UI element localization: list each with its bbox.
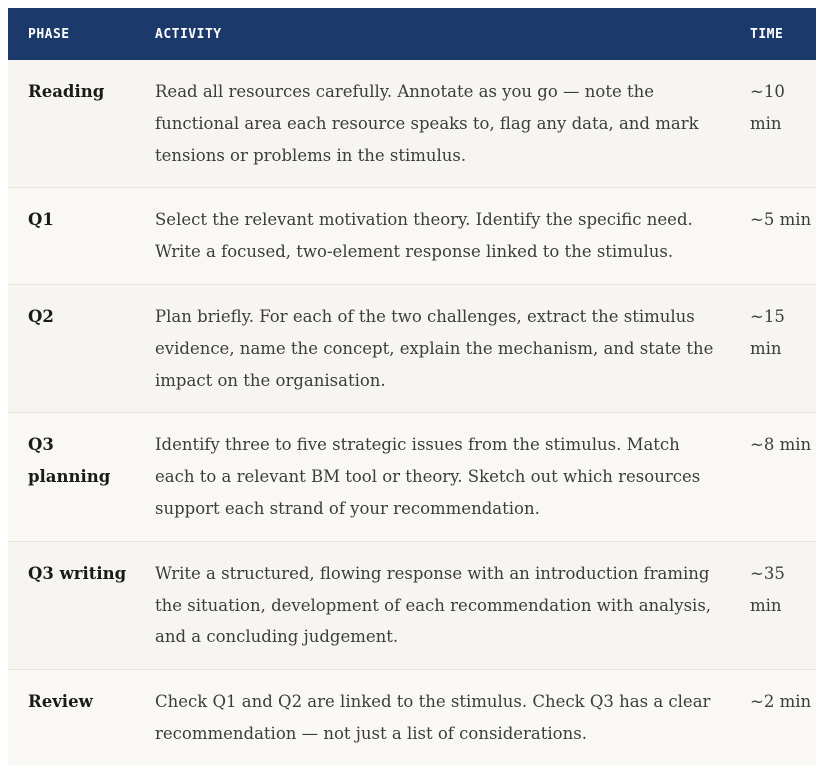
- exam-timing-table: [8, 8, 816, 766]
- phase-cell: Q2: [28, 306, 54, 326]
- activity-cell: Identify three to five strategic issues from the stimulus. Match each to a relevant BM tool or theory. Sketch out which resources support each strand of your recommendation.: [155, 435, 701, 518]
- activity-cell: Write a structured, flowing response with an introduction framing the situation, development of each recommendation with analysis, and a concluding judgement.: [155, 563, 712, 647]
- time-cell: ~8 min: [750, 435, 812, 455]
- time-cell: ~15 min: [750, 306, 785, 358]
- table-row: [8, 60, 816, 188]
- activity-cell: Plan briefly. For each of the two challenges, extract the stimulus evidence, name the concept, explain the mechanism, and state the impact on the organisation.: [155, 306, 714, 390]
- header-activity: ACTIVITY: [155, 26, 222, 42]
- phase-cell: Q3 writing: [28, 563, 127, 583]
- time-cell: ~2 min: [750, 692, 812, 712]
- phase-cell: Review: [28, 692, 93, 712]
- phase-cell: Reading: [28, 82, 105, 101]
- activity-cell: Select the relevant motivation theory. Identify the specific need. Write a focused, two-element response linked to the stimulus.: [155, 210, 693, 262]
- phase-cell: Q1: [28, 210, 54, 230]
- header-phase: PHASE: [28, 26, 70, 42]
- header-row: [8, 8, 816, 60]
- header-time: TIME: [750, 26, 784, 42]
- table-row: [8, 284, 816, 412]
- activity-cell: Check Q1 and Q2 are linked to the stimulus. Check Q3 has a clear recommendation — not just a list of considerations.: [155, 692, 711, 743]
- timing-table: [8, 8, 816, 766]
- phase-cell: Q3 planning: [28, 435, 111, 487]
- table-row: [8, 413, 816, 541]
- table-body: [8, 60, 816, 766]
- table-header: [8, 8, 816, 60]
- table-row: [8, 188, 816, 285]
- time-cell: ~10 min: [750, 82, 785, 133]
- table-row: [8, 541, 816, 669]
- time-cell: ~35 min: [750, 563, 785, 615]
- activity-cell: Read all resources carefully. Annotate as you go — note the functional area each resource speaks to, flag any data, and mark tensions or problems in the stimulus.: [155, 82, 699, 165]
- table-row: [8, 670, 816, 766]
- time-cell: ~5 min: [750, 210, 812, 230]
